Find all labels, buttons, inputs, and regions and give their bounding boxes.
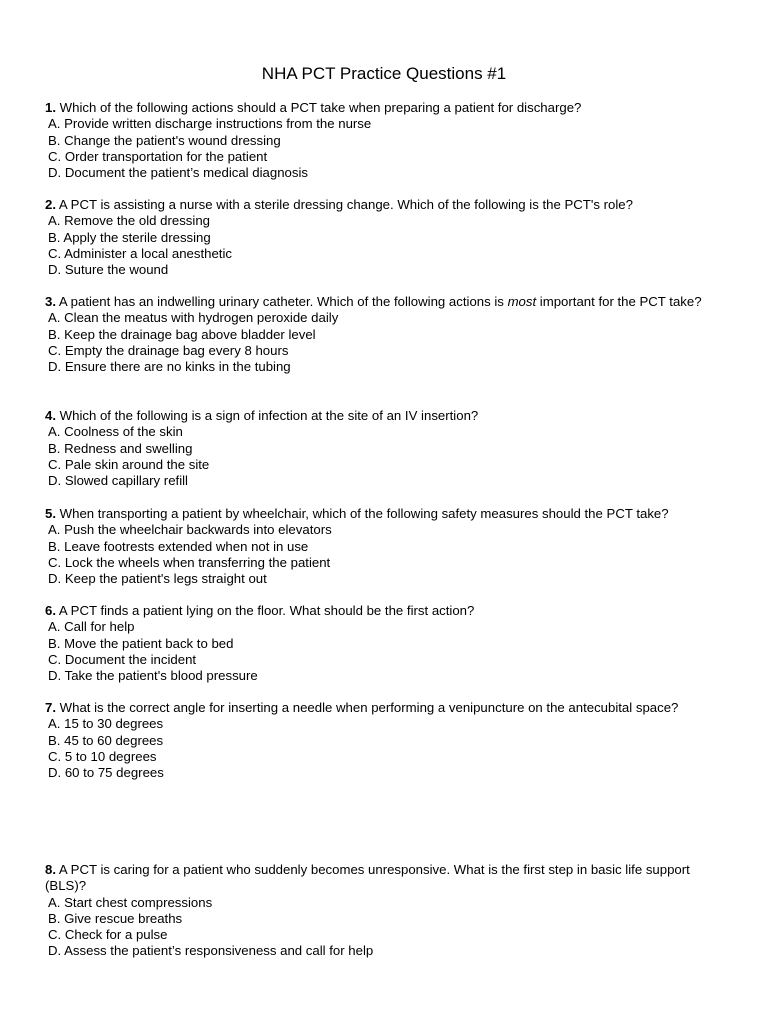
answer-option: C. Order transportation for the patient: [48, 148, 268, 164]
answer-option: C. Lock the wheels when transferring the patient: [48, 554, 331, 570]
answer-option: A. 15 to 30 degrees: [48, 716, 164, 732]
answer-option: A. Push the wheelchair backwards into elevators: [48, 522, 332, 538]
question-7: [45, 700, 725, 781]
answer-option: D. Slowed capillary refill: [48, 473, 188, 489]
answer-option: C. 5 to 10 degrees: [48, 748, 157, 764]
answer-option: D. 60 to 75 degrees: [48, 765, 164, 781]
answer-options: [45, 895, 725, 960]
question-number: 7.: [45, 700, 56, 715]
question-number: 8.: [45, 862, 56, 877]
question-4: [45, 408, 725, 489]
answer-options: [45, 310, 725, 375]
question-text: Which of the following is a sign of infection at the site of an IV insertion?: [56, 408, 479, 423]
question-2: [45, 197, 725, 278]
answer-option: A. Provide written discharge instructions from the nurse: [48, 116, 372, 132]
answer-option: C. Pale skin around the site: [48, 456, 210, 472]
question-stem: [45, 408, 725, 424]
answer-option: D. Keep the patient's legs straight out: [48, 571, 267, 587]
answer-option: B. Move the patient back to bed: [48, 635, 234, 651]
question-number: 3.: [45, 294, 56, 309]
answer-option: B. Redness and swelling: [48, 440, 193, 456]
question-text: What is the correct angle for inserting a needle when performing a venipuncture on the antecubital space?: [56, 700, 679, 715]
answer-option: B. 45 to 60 degrees: [48, 732, 164, 748]
answer-options: [45, 716, 725, 781]
question-stem: [45, 862, 725, 895]
answer-options: [45, 619, 725, 684]
answer-option: B. Apply the sterile dressing: [48, 229, 211, 245]
question-stem: [45, 603, 725, 619]
answer-option: A. Call for help: [48, 619, 135, 635]
answer-option: C. Document the incident: [48, 651, 197, 667]
question-number: 1.: [45, 100, 56, 115]
answer-option: B. Change the patient's wound dressing: [48, 132, 281, 148]
question-text: A PCT is assisting a nurse with a sterile dressing change. Which of the following is the PCT's role?: [56, 197, 633, 212]
answer-options: [45, 213, 725, 278]
question-emphasis: most: [507, 294, 537, 309]
answer-option: A. Remove the old dressing: [48, 213, 210, 229]
answer-option: D. Assess the patient’s responsiveness and call for help: [48, 943, 374, 959]
answer-options: [45, 116, 725, 181]
question-6: [45, 603, 725, 684]
answer-option: C. Empty the drainage bag every 8 hours: [48, 342, 289, 358]
question-text: A PCT finds a patient lying on the floor. What should be the first action?: [56, 603, 475, 618]
question-3: [45, 294, 725, 375]
question-number: 6.: [45, 603, 56, 618]
answer-options: [45, 522, 725, 587]
question-stem: [45, 506, 725, 522]
page-title: NHA PCT Practice Questions #1: [261, 64, 507, 83]
question-8: [45, 862, 725, 960]
question-number: 2.: [45, 197, 56, 212]
answer-option: D. Ensure there are no kinks in the tubing: [48, 359, 291, 375]
answer-option: A. Start chest compressions: [48, 894, 213, 910]
answer-option: B. Leave footrests extended when not in use: [48, 538, 309, 554]
answer-option: A. Clean the meatus with hydrogen peroxide daily: [48, 310, 339, 326]
answer-options: [45, 424, 725, 489]
question-stem: [45, 197, 725, 213]
answer-option: C. Check for a pulse: [48, 927, 168, 943]
question-1: [45, 100, 725, 181]
question-text: A PCT is caring for a patient who suddenly becomes unresponsive. What is the first step in basic life support (BLS)?: [45, 862, 690, 894]
answer-option: C. Administer a local anesthetic: [48, 245, 232, 261]
question-number: 5.: [45, 506, 56, 521]
question-text: A patient has an indwelling urinary catheter. Which of the following actions is: [56, 294, 508, 309]
question-text-continued: important for the PCT take?: [536, 294, 702, 309]
answer-option: A. Coolness of the skin: [48, 424, 183, 440]
answer-option: D. Take the patient's blood pressure: [48, 668, 258, 684]
question-5: [45, 506, 725, 587]
question-stem: [45, 100, 725, 116]
question-stem: [45, 294, 725, 310]
answer-option: B. Keep the drainage bag above bladder level: [48, 326, 316, 342]
question-text: When transporting a patient by wheelchair, which of the following safety measures should the PCT take?: [56, 506, 669, 521]
answer-option: D. Suture the wound: [48, 262, 169, 278]
answer-option: B. Give rescue breaths: [48, 910, 183, 926]
question-number: 4.: [45, 408, 56, 423]
question-text: Which of the following actions should a PCT take when preparing a patient for discharge?: [56, 100, 582, 115]
answer-option: D. Document the patient’s medical diagnosis: [48, 165, 308, 181]
question-stem: [45, 700, 725, 716]
